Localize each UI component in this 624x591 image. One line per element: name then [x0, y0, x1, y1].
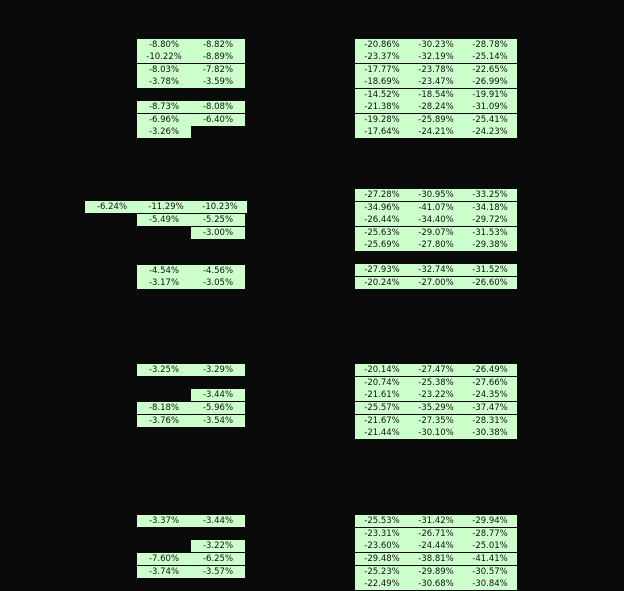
table-cell: -28.31% — [472, 416, 508, 426]
table-cell: -22.65% — [472, 65, 508, 75]
table-cell: -37.47% — [472, 403, 508, 413]
right-table-row — [355, 39, 517, 51]
right-table-row — [355, 566, 517, 578]
right-table-row — [355, 528, 517, 540]
table-cell: -23.60% — [364, 541, 400, 551]
table-cell: -27.80% — [418, 240, 454, 250]
table-cell: -25.63% — [364, 228, 400, 238]
table-cell: -27.47% — [418, 365, 454, 375]
table-cell: -5.49% — [148, 215, 180, 225]
table-cell: -8.82% — [202, 40, 234, 50]
left-table-row — [191, 227, 245, 239]
table-cell: -10.22% — [146, 52, 182, 62]
table-cell: -3.44% — [202, 390, 234, 400]
table-cell: -4.56% — [202, 266, 234, 276]
right-table-row — [355, 364, 517, 376]
table-cell: -34.18% — [472, 203, 508, 213]
table-cell: -8.80% — [148, 40, 180, 50]
right-table-row — [355, 76, 517, 88]
table-cell: -3.74% — [148, 567, 180, 577]
table-cell: -24.23% — [472, 127, 508, 137]
right-table-row — [355, 540, 517, 552]
right-table-row — [355, 214, 517, 226]
table-cell: -29.38% — [472, 240, 508, 250]
table-cell: -41.07% — [418, 203, 454, 213]
table-cell: -28.24% — [418, 102, 454, 112]
table-cell: -25.38% — [418, 378, 454, 388]
table-cell: -3.57% — [202, 567, 234, 577]
table-cell: -4.54% — [148, 266, 180, 276]
table-cell: -34.40% — [418, 215, 454, 225]
table-cell: -25.57% — [364, 403, 400, 413]
table-cell: -23.47% — [418, 77, 454, 87]
left-table-row — [137, 39, 245, 51]
table-cell: -3.05% — [202, 278, 234, 288]
left-table-row — [85, 201, 247, 213]
table-cell: -35.29% — [418, 403, 454, 413]
left-table-row — [191, 540, 245, 552]
right-table-row — [355, 264, 517, 276]
table-cell: -3.78% — [148, 77, 180, 87]
table-cell: -23.31% — [364, 529, 400, 539]
right-table-row — [355, 51, 517, 63]
table-cell: -17.64% — [364, 127, 400, 137]
right-table-row — [355, 277, 517, 289]
table-cell: -27.35% — [418, 416, 454, 426]
table-cell: -31.42% — [418, 516, 454, 526]
table-cell: -25.14% — [472, 52, 508, 62]
table-cell: -6.24% — [96, 202, 128, 212]
left-table-row — [137, 277, 245, 289]
left-table-row — [137, 566, 245, 578]
table-cell: -31.52% — [472, 265, 508, 275]
table-cell: -33.25% — [472, 190, 508, 200]
table-cell: -29.07% — [418, 228, 454, 238]
table-cell: -41.41% — [472, 554, 508, 564]
table-cell: -6.25% — [202, 554, 234, 564]
table-cell: -3.54% — [202, 416, 234, 426]
table-cell: -3.29% — [202, 365, 234, 375]
left-table-row — [137, 64, 245, 76]
table-cell: -30.84% — [472, 579, 508, 589]
left-table-row — [137, 214, 245, 226]
table-cell: -20.14% — [364, 365, 400, 375]
table-cell: -3.22% — [202, 541, 234, 551]
table-cell: -26.99% — [472, 77, 508, 87]
table-cell: -27.93% — [364, 265, 400, 275]
table-cell: -5.96% — [202, 403, 234, 413]
table-cell: -27.28% — [364, 190, 400, 200]
table-cell: -24.44% — [418, 541, 454, 551]
table-cell: -27.00% — [418, 278, 454, 288]
table-cell: -25.23% — [364, 567, 400, 577]
left-table-row — [137, 515, 245, 527]
right-table-row — [355, 114, 517, 126]
table-cell: -25.69% — [364, 240, 400, 250]
right-table-row — [355, 227, 517, 239]
right-table-row — [355, 239, 517, 251]
table-cell: -3.17% — [148, 278, 180, 288]
table-cell: -26.44% — [364, 215, 400, 225]
table-cell: -8.18% — [148, 403, 180, 413]
table-cell: -3.59% — [202, 77, 234, 87]
table-cell: -3.44% — [202, 516, 234, 526]
left-table-row — [137, 101, 245, 113]
table-cell: -8.08% — [202, 102, 234, 112]
table-cell: -11.29% — [148, 202, 184, 212]
table-cell: -17.77% — [364, 65, 400, 75]
table-cell: -29.89% — [418, 567, 454, 577]
table-cell: -29.94% — [472, 516, 508, 526]
table-cell: -31.09% — [472, 102, 508, 112]
left-table-row — [137, 114, 245, 126]
table-cell: -20.24% — [364, 278, 400, 288]
table-cell: -26.60% — [472, 278, 508, 288]
left-table-row — [137, 265, 245, 277]
table-cell: -30.23% — [418, 40, 454, 50]
table-cell: -8.73% — [148, 102, 180, 112]
right-table-row — [355, 189, 517, 201]
right-table-row — [355, 415, 517, 427]
table-cell: -6.40% — [202, 115, 234, 125]
table-cell: -19.28% — [364, 115, 400, 125]
right-table-row — [355, 126, 517, 138]
table-cell: -25.01% — [472, 541, 508, 551]
table-cell: -19.91% — [472, 90, 508, 100]
right-table-row — [355, 427, 517, 439]
table-cell: -32.19% — [418, 52, 454, 62]
table-cell: -24.35% — [472, 390, 508, 400]
table-cell: -34.96% — [364, 203, 400, 213]
table-cell: -21.67% — [364, 416, 400, 426]
table-cell: -3.00% — [202, 228, 234, 238]
table-cell: -25.89% — [418, 115, 454, 125]
table-cell: -26.49% — [472, 365, 508, 375]
table-cell: -20.74% — [364, 378, 400, 388]
table-cell: -3.26% — [148, 127, 180, 137]
table-cell: -21.61% — [364, 390, 400, 400]
table-cell: -3.25% — [148, 365, 180, 375]
table-cell: -3.76% — [148, 416, 180, 426]
table-cell: -10.23% — [202, 202, 238, 212]
table-cell: -8.89% — [202, 52, 234, 62]
table-cell: -25.53% — [364, 516, 400, 526]
right-table-row — [355, 389, 517, 401]
table-cell: -30.38% — [472, 428, 508, 438]
table-cell: -23.78% — [418, 65, 454, 75]
left-table-row — [137, 364, 245, 376]
table-cell: -7.82% — [202, 65, 234, 75]
table-cell: -22.49% — [364, 579, 400, 589]
table-cell: -30.10% — [418, 428, 454, 438]
table-cell: -27.66% — [472, 378, 508, 388]
table-cell: -24.21% — [418, 127, 454, 137]
right-table-row — [355, 553, 517, 565]
table-cell: -7.60% — [148, 554, 180, 564]
table-cell: -30.95% — [418, 190, 454, 200]
table-cell: -21.38% — [364, 102, 400, 112]
table-cell: -28.78% — [472, 40, 508, 50]
table-cell: -29.72% — [472, 215, 508, 225]
table-cell: -26.71% — [418, 529, 454, 539]
right-table-row — [355, 64, 517, 76]
left-table-row — [137, 76, 245, 88]
table-cell: -20.86% — [364, 40, 400, 50]
table-cell: -28.77% — [472, 529, 508, 539]
right-table-row — [355, 377, 517, 389]
table-cell: -3.37% — [148, 516, 180, 526]
table-cell: -8.03% — [148, 65, 180, 75]
table-cell: -23.37% — [364, 52, 400, 62]
right-table-row — [355, 89, 517, 101]
table-cell: -30.68% — [418, 579, 454, 589]
left-table-row — [191, 389, 245, 401]
table-cell: -25.41% — [472, 115, 508, 125]
table-cell: -14.52% — [364, 90, 400, 100]
left-table-row — [137, 415, 245, 427]
table-cell: -21.44% — [364, 428, 400, 438]
table-cell: -5.25% — [202, 215, 234, 225]
table-cell: -31.53% — [472, 228, 508, 238]
left-table-row — [137, 553, 245, 565]
table-cell: -29.48% — [364, 554, 400, 564]
left-table-row — [137, 126, 191, 138]
right-table-row — [355, 101, 517, 113]
right-table-row — [355, 402, 517, 414]
right-table-row — [355, 202, 517, 214]
left-table-row — [137, 402, 245, 414]
left-table-row — [137, 51, 245, 63]
table-cell: -30.57% — [472, 567, 508, 577]
table-cell: -18.54% — [418, 90, 454, 100]
table-cell: -6.96% — [148, 115, 180, 125]
table-cell: -18.69% — [364, 77, 400, 87]
right-table-row — [355, 515, 517, 527]
right-table-row — [355, 578, 517, 590]
table-cell: -32.74% — [418, 265, 454, 275]
table-cell: -38.81% — [418, 554, 454, 564]
table-cell: -23.22% — [418, 390, 454, 400]
